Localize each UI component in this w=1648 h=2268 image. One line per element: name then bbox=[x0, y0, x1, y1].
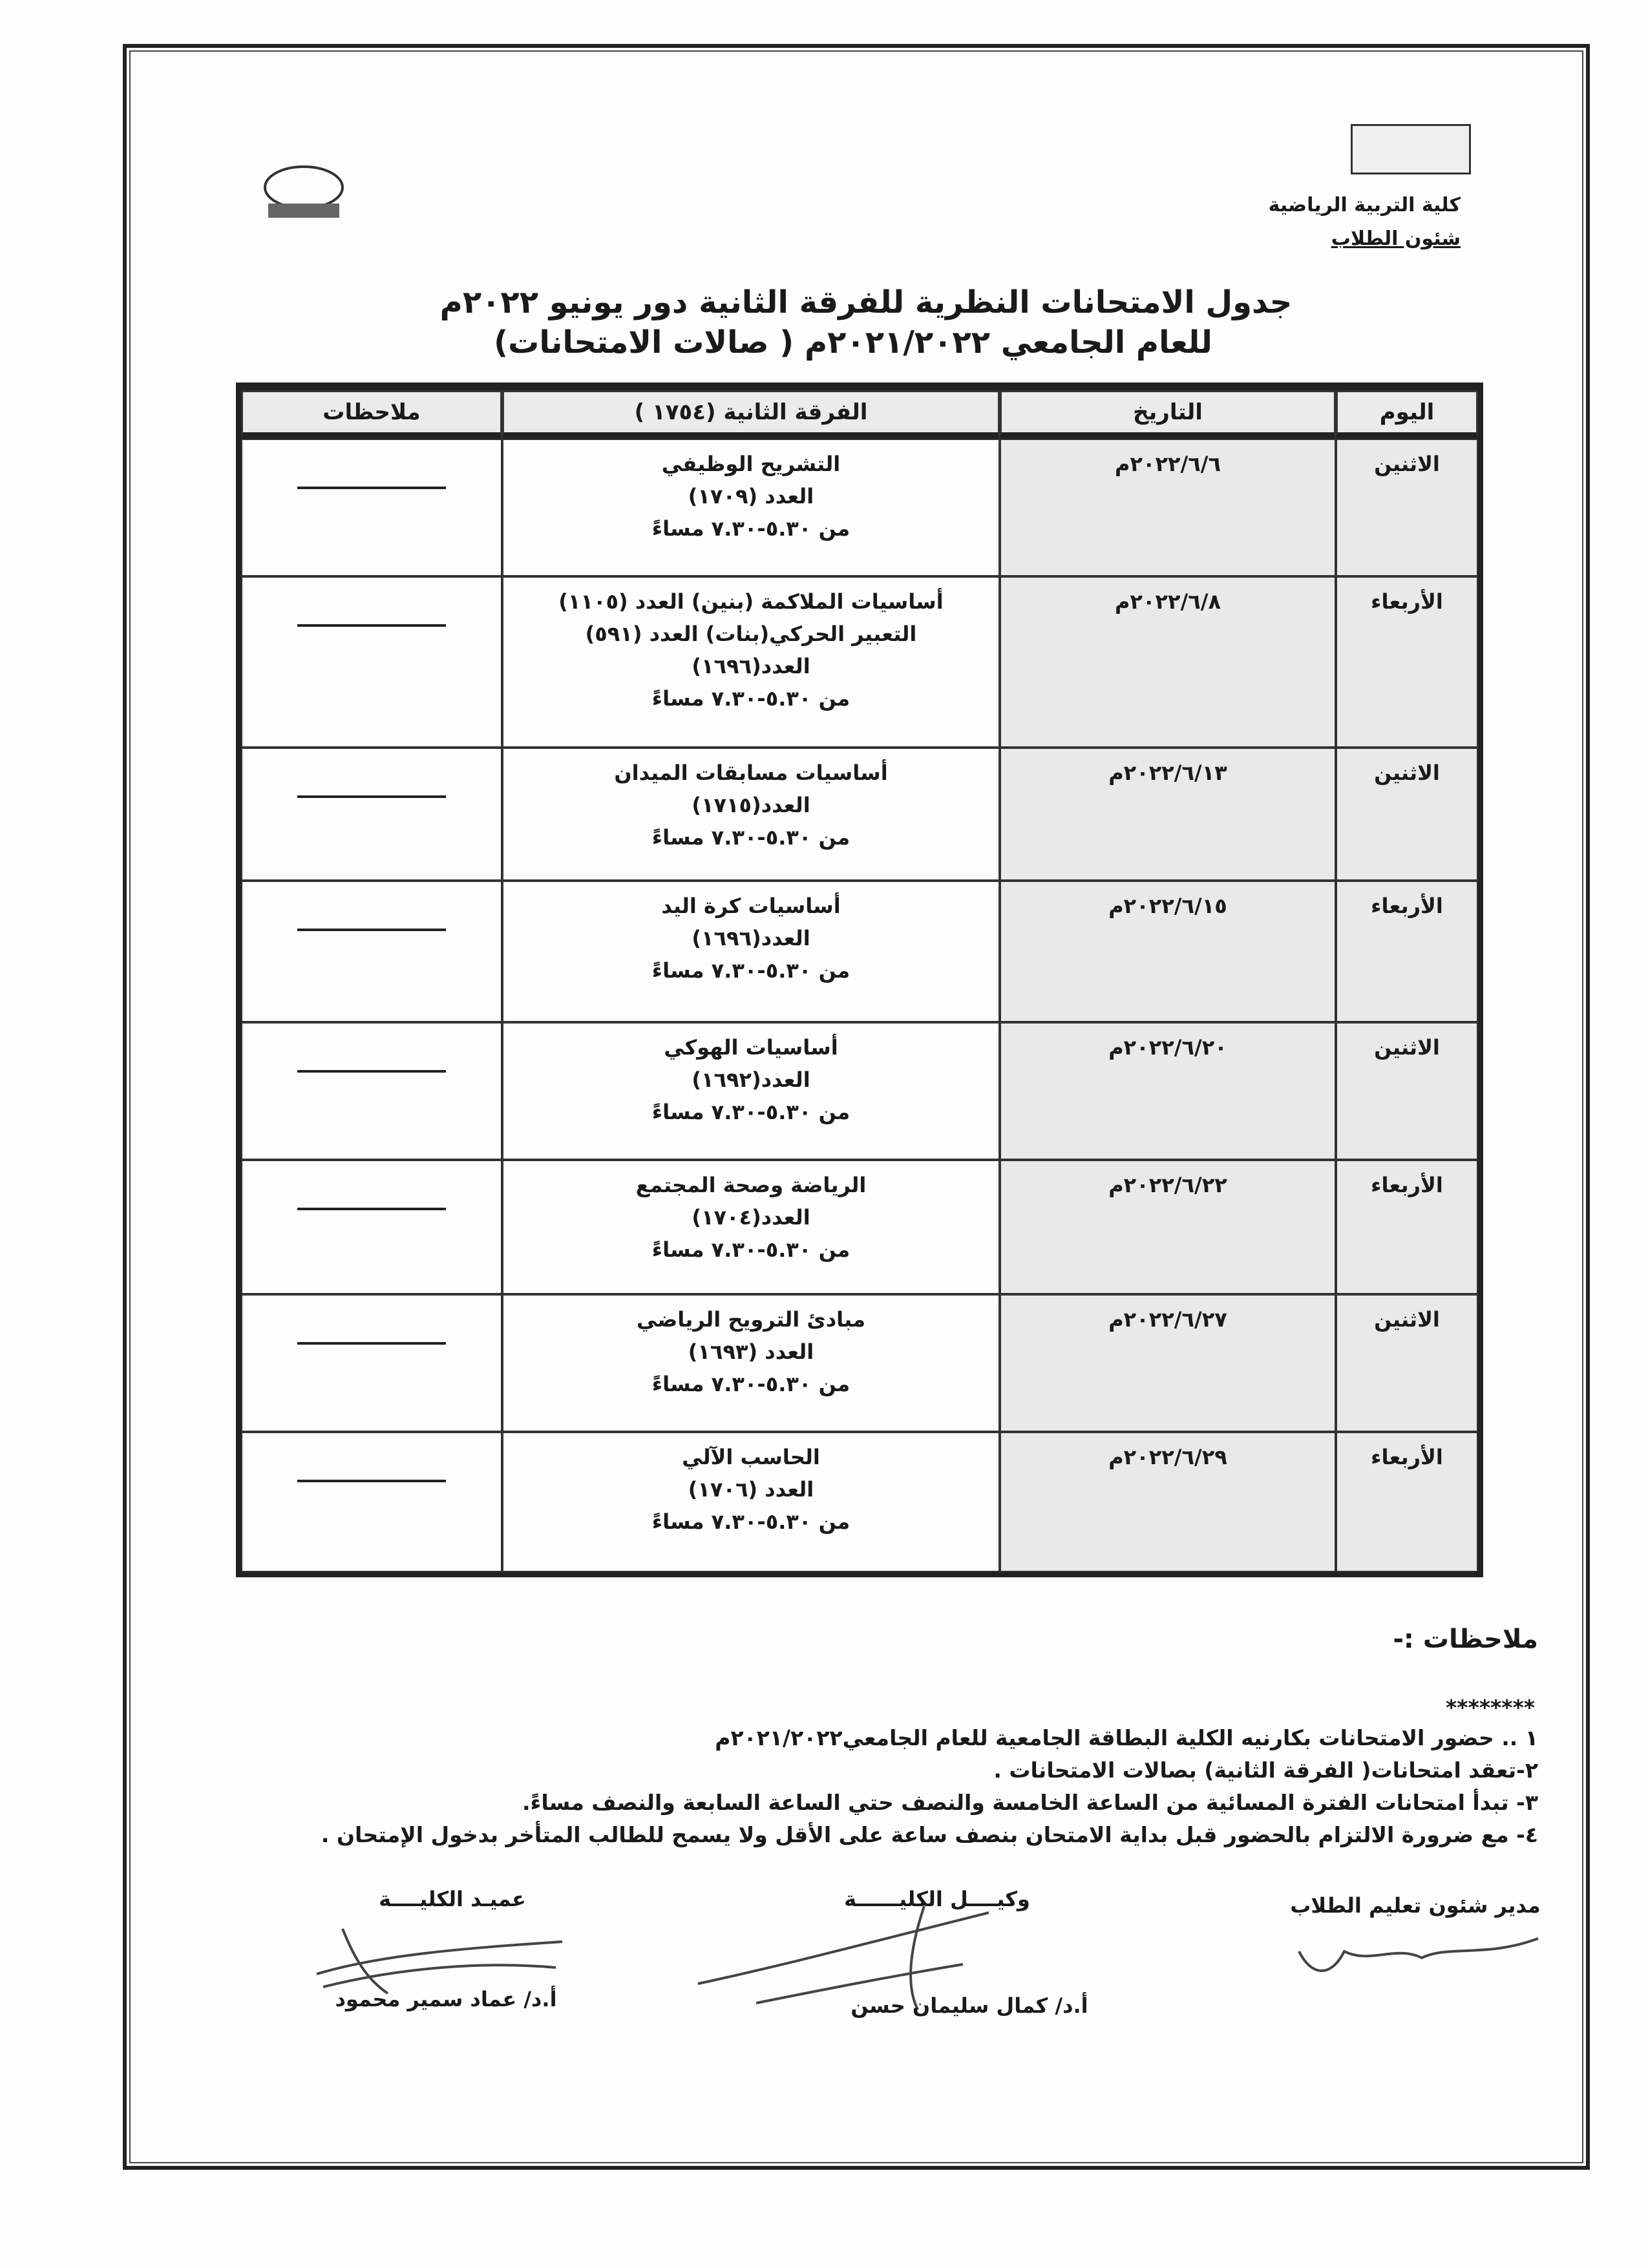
subject-line: من ٥.٣٠-٧.٣٠ مساءً bbox=[651, 516, 850, 541]
dean-title: عميـد الكليــــة bbox=[379, 1887, 526, 1911]
empty-dash bbox=[297, 795, 446, 798]
notes-cell bbox=[241, 1294, 502, 1432]
date-cell: ٢٠٢٢/٦/٨م bbox=[1000, 576, 1336, 748]
manager-signature bbox=[1293, 1926, 1551, 1986]
note-item: ٤- مع ضرورة الالتزام بالحضور قبل بداية الامتحان بنصف ساعة على الأقل ولا يسمح للطالب المتأخر بدخول الإمتحان . bbox=[321, 1822, 1538, 1847]
date-cell: ٢٠٢٢/٦/٢٠م bbox=[1000, 1022, 1336, 1160]
subject-line: من ٥.٣٠-٧.٣٠ مساءً bbox=[651, 1237, 850, 1262]
subject-line: من ٥.٣٠-٧.٣٠ مساءً bbox=[651, 825, 850, 850]
day-cell: الاثنين bbox=[1336, 439, 1478, 576]
date-cell: ٢٠٢٢/٦/١٥م bbox=[1000, 881, 1336, 1022]
note-item: ٢-تعقد امتحانات( الفرقة الثانية) بصالات الامتحانات . bbox=[993, 1758, 1538, 1783]
faculty-name: كلية التربية الرياضية bbox=[1268, 194, 1461, 216]
notes-heading: ملاحظات :- bbox=[1393, 1624, 1538, 1654]
column-header-subject: الفرقة الثانية (١٧٥٤ ) bbox=[502, 390, 1000, 439]
date-cell: ٢٠٢٢/٦/٢٢م bbox=[1000, 1160, 1336, 1294]
notes-cell bbox=[241, 1432, 502, 1572]
empty-dash bbox=[297, 1208, 446, 1210]
date-cell: ٢٠٢٢/٦/٢٩م bbox=[1000, 1432, 1336, 1572]
empty-dash bbox=[297, 1342, 446, 1345]
subject-line: من ٥.٣٠-٧.٣٠ مساءً bbox=[651, 1100, 850, 1124]
subject-cell bbox=[502, 1294, 1000, 1432]
subject-cell bbox=[502, 576, 1000, 748]
table-row bbox=[241, 576, 1478, 748]
subject-cell bbox=[502, 1160, 1000, 1294]
vice-dean-name: أ.د/ كمال سليمان حسن bbox=[850, 1993, 1088, 2018]
day-cell: الاثنين bbox=[1336, 1294, 1478, 1432]
table-row bbox=[241, 1294, 1478, 1432]
subject-line: أساسيات الملاكمة (بنين) العدد (١١٠٥) bbox=[558, 589, 944, 614]
empty-dash bbox=[297, 929, 446, 931]
page-title: جدول الامتحانات النظرية للفرقة الثانية دور يونيو ٢٠٢٢م bbox=[439, 284, 1293, 320]
day-cell: الأربعاء bbox=[1336, 1160, 1478, 1294]
note-item: ١ .. حضور الامتحانات بكارنيه الكلية البطاقة الجامعية للعام الجامعي٢٠٢١/٢٠٢٢م bbox=[715, 1725, 1538, 1750]
empty-dash bbox=[297, 1480, 446, 1482]
subject-line: العدد(١٧١٥) bbox=[692, 793, 810, 817]
exam-schedule-table bbox=[236, 383, 1483, 1577]
faculty-logo bbox=[249, 158, 359, 223]
date-cell: ٢٠٢٢/٦/١٣م bbox=[1000, 748, 1336, 881]
subject-line: مبادئ الترويح الرياضي bbox=[636, 1307, 866, 1332]
day-cell: الأربعاء bbox=[1336, 576, 1478, 748]
subject-line: أساسيات الهوكي bbox=[664, 1035, 838, 1060]
subject-line: العدد(١٦٩٦) bbox=[692, 926, 810, 950]
subject-line: العدد(١٦٩٢) bbox=[692, 1067, 810, 1092]
page-subtitle: للعام الجامعي ٢٠٢١/٢٠٢٢م ( صالات الامتحانات) bbox=[494, 324, 1212, 361]
subject-line: الحاسب الآلي bbox=[682, 1445, 820, 1469]
day-cell: الأربعاء bbox=[1336, 881, 1478, 1022]
table-row bbox=[241, 881, 1478, 1022]
notes-cell bbox=[241, 881, 502, 1022]
vice-dean-title: وكيــــل الكليــــــة bbox=[844, 1887, 1030, 1911]
empty-dash bbox=[297, 1070, 446, 1073]
university-logo bbox=[1351, 124, 1471, 174]
date-cell: ٢٠٢٢/٦/٢٧م bbox=[1000, 1294, 1336, 1432]
manager-title: مدير شئون تعليم الطلاب bbox=[1290, 1893, 1541, 1918]
notes-cell bbox=[241, 748, 502, 881]
notes-cell bbox=[241, 1160, 502, 1294]
subject-line: العدد (١٦٩٣) bbox=[688, 1339, 814, 1364]
date-cell: ٢٠٢٢/٦/٦م bbox=[1000, 439, 1336, 576]
notes-list bbox=[321, 1722, 1538, 1851]
subject-line: العدد (١٧٠٩) bbox=[688, 484, 814, 509]
subject-cell bbox=[502, 439, 1000, 576]
day-cell: الاثنين bbox=[1336, 748, 1478, 881]
notes-cell bbox=[241, 576, 502, 748]
subject-line: من ٥.٣٠-٧.٣٠ مساءً bbox=[651, 1372, 850, 1396]
subject-line: التشريح الوظيفي bbox=[661, 452, 841, 476]
notes-cell bbox=[241, 439, 502, 576]
day-cell: الأربعاء bbox=[1336, 1432, 1478, 1572]
table-row bbox=[241, 748, 1478, 881]
subject-line: من ٥.٣٠-٧.٣٠ مساءً bbox=[651, 1509, 850, 1534]
subject-line: الرياضة وصحة المجتمع bbox=[635, 1173, 867, 1197]
subject-line: العدد(١٦٩٦) bbox=[692, 654, 810, 678]
notes-stars: ******** bbox=[1445, 1695, 1535, 1720]
column-header-notes: ملاحظات bbox=[241, 390, 502, 439]
table-row bbox=[241, 1160, 1478, 1294]
subject-cell bbox=[502, 748, 1000, 881]
table-row bbox=[241, 1022, 1478, 1160]
subject-line: من ٥.٣٠-٧.٣٠ مساءً bbox=[651, 686, 850, 711]
table-row bbox=[241, 1432, 1478, 1572]
column-header-day: اليوم bbox=[1336, 390, 1478, 439]
subject-cell bbox=[502, 881, 1000, 1022]
column-header-date: التاريخ bbox=[1000, 390, 1336, 439]
subject-cell bbox=[502, 1432, 1000, 1572]
subject-line: العدد (١٧٠٦) bbox=[688, 1477, 814, 1502]
note-item: ٣- تبدأ امتحانات الفترة المسائية من الساعة الخامسة والنصف حتي الساعة السابعة والنصف مساءً. bbox=[522, 1790, 1538, 1815]
subject-line: أساسيات كرة اليد bbox=[661, 894, 841, 918]
table-row bbox=[241, 439, 1478, 576]
dean-name: أ.د/ عماد سمير محمود bbox=[335, 1987, 557, 2011]
subject-line: أساسيات مسابقات الميدان bbox=[614, 761, 888, 785]
department-name: شئون الطلاب bbox=[1331, 227, 1461, 250]
empty-dash bbox=[297, 624, 446, 627]
subject-cell bbox=[502, 1022, 1000, 1160]
empty-dash bbox=[297, 487, 446, 489]
notes-cell bbox=[241, 1022, 502, 1160]
subject-line: العدد(١٧٠٤) bbox=[692, 1205, 810, 1230]
subject-line: من ٥.٣٠-٧.٣٠ مساءً bbox=[651, 958, 850, 983]
subject-line: التعبير الحركي(بنات) العدد (٥٩١) bbox=[585, 622, 917, 646]
day-cell: الاثنين bbox=[1336, 1022, 1478, 1160]
